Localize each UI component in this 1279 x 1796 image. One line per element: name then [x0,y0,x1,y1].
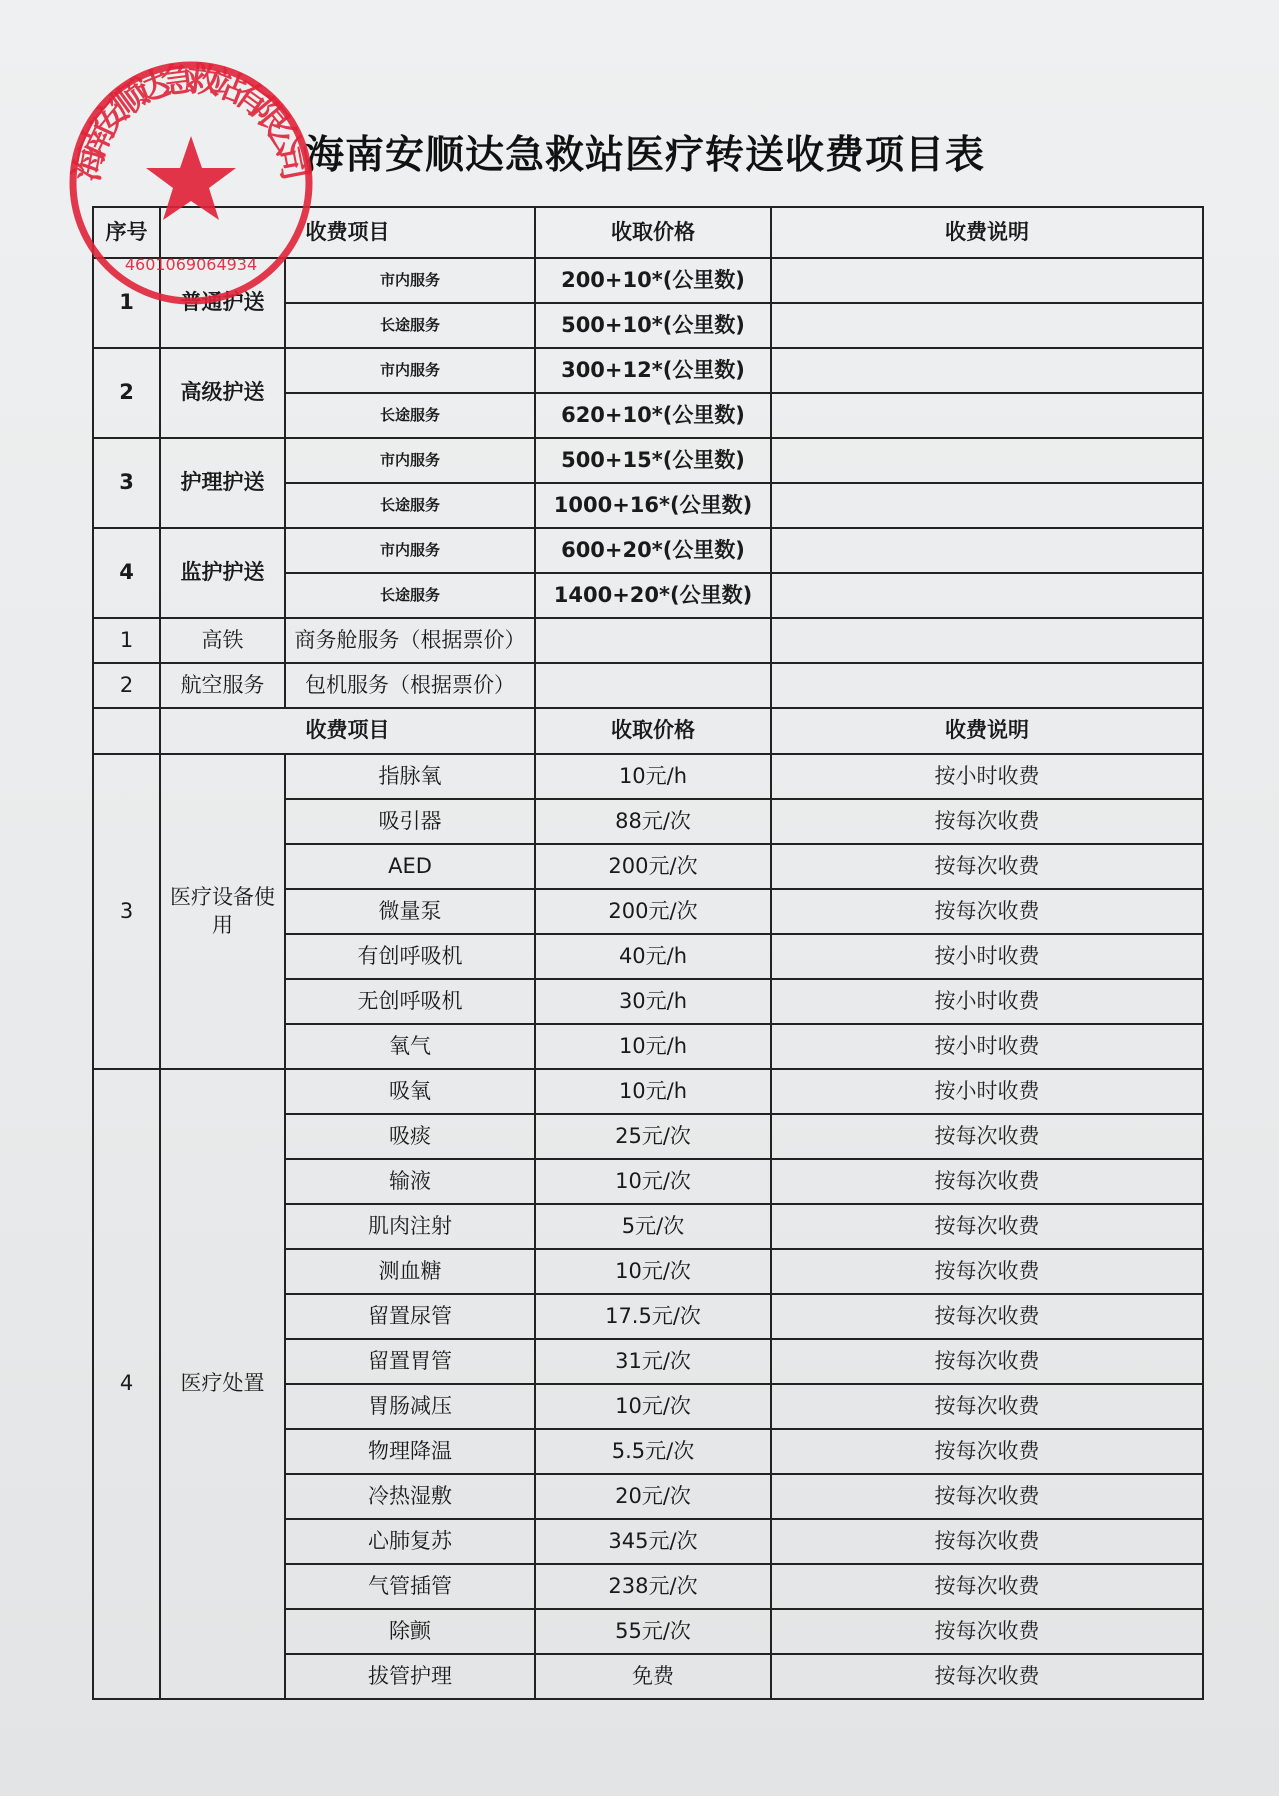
note-cell: 按每次收费 [771,1384,1203,1429]
header-note: 收费说明 [771,708,1203,754]
note-cell: 按小时收费 [771,1024,1203,1069]
transport-name: 普通护送 [160,258,285,348]
note-cell: 按每次收费 [771,1519,1203,1564]
price-cell: 620+10*(公里数) [535,393,771,438]
note-cell: 按每次收费 [771,1114,1203,1159]
item-cell: 物理降温 [285,1429,535,1474]
transport-row [93,438,1203,483]
item-cell: 气管插管 [285,1564,535,1609]
note-cell [771,348,1203,393]
item-cell: 拔管护理 [285,1654,535,1699]
row-no: 3 [93,754,160,1069]
header-note: 收费说明 [771,207,1203,258]
price-cell: 88元/次 [535,799,771,844]
price-cell: 200元/次 [535,889,771,934]
note-cell: 按每次收费 [771,1249,1203,1294]
note-cell: 按小时收费 [771,979,1203,1024]
service-type: 长途服务 [285,483,535,528]
item-cell: 心肺复苏 [285,1519,535,1564]
transport-name: 护理护送 [160,438,285,528]
item-cell: 吸痰 [285,1114,535,1159]
seal-company-text: 海南安顺达急救站有限公司 [66,58,315,185]
item-cell: 肌肉注射 [285,1204,535,1249]
item-cell: 氧气 [285,1024,535,1069]
other-item: 商务舱服务（根据票价） [285,618,535,663]
price-cell: 30元/h [535,979,771,1024]
header-empty [93,708,160,754]
note-cell [771,438,1203,483]
note-cell: 按每次收费 [771,1474,1203,1519]
header-row-2 [93,708,1203,754]
price-cell: 600+20*(公里数) [535,528,771,573]
note-cell: 按每次收费 [771,1654,1203,1699]
price-cell: 25元/次 [535,1114,771,1159]
seal-code: 4601069064934 [124,255,258,274]
transport-row [93,528,1203,573]
other-row [93,618,1203,663]
other-row [93,663,1203,708]
note-cell [771,528,1203,573]
note-cell: 按每次收费 [771,1609,1203,1654]
other-name: 航空服务 [160,663,285,708]
note-cell: 按小时收费 [771,934,1203,979]
item-cell: 测血糖 [285,1249,535,1294]
price-cell: 5元/次 [535,1204,771,1249]
other-name: 高铁 [160,618,285,663]
header-price: 收取价格 [535,708,771,754]
equipment-name: 医疗设备使用 [160,754,285,1069]
price-cell: 20元/次 [535,1474,771,1519]
note-cell: 按每次收费 [771,1564,1203,1609]
other-item: 包机服务（根据票价） [285,663,535,708]
price-cell: 17.5元/次 [535,1294,771,1339]
note-cell: 按每次收费 [771,799,1203,844]
note-cell [771,618,1203,663]
service-type: 市内服务 [285,528,535,573]
transport-row [93,348,1203,393]
item-cell: 冷热湿敷 [285,1474,535,1519]
service-type: 市内服务 [285,348,535,393]
note-cell [771,573,1203,618]
price-cell: 10元/h [535,1024,771,1069]
price-cell: 5.5元/次 [535,1429,771,1474]
note-cell: 按每次收费 [771,1159,1203,1204]
price-cell: 1000+16*(公里数) [535,483,771,528]
price-cell: 238元/次 [535,1564,771,1609]
equipment-row [93,754,1203,799]
row-no: 2 [93,348,160,438]
note-cell: 按每次收费 [771,844,1203,889]
page-title: 海南安顺达急救站医疗转送收费项目表 [305,133,986,178]
price-cell: 10元/次 [535,1249,771,1294]
item-cell: 有创呼吸机 [285,934,535,979]
item-cell: 无创呼吸机 [285,979,535,1024]
price-cell: 40元/h [535,934,771,979]
price-cell: 1400+20*(公里数) [535,573,771,618]
price-cell: 200+10*(公里数) [535,258,771,303]
note-cell: 按每次收费 [771,1429,1203,1474]
item-cell: 微量泵 [285,889,535,934]
star-icon [146,136,236,220]
item-cell: 吸氧 [285,1069,535,1114]
fee-table-body [93,207,1203,1699]
service-type: 长途服务 [285,303,535,348]
item-cell: 指脉氧 [285,754,535,799]
note-cell: 按每次收费 [771,1204,1203,1249]
item-cell: 留置尿管 [285,1294,535,1339]
price-cell: 10元/h [535,754,771,799]
item-cell: 输液 [285,1159,535,1204]
item-cell: 吸引器 [285,799,535,844]
service-type: 长途服务 [285,573,535,618]
price-cell: 345元/次 [535,1519,771,1564]
note-cell: 按小时收费 [771,754,1203,799]
header-item: 收费项目 [160,207,535,258]
note-cell [771,663,1203,708]
note-cell: 按每次收费 [771,889,1203,934]
service-type: 市内服务 [285,258,535,303]
header-price: 收取价格 [535,207,771,258]
treatment-row [93,1069,1203,1114]
row-no: 2 [93,663,160,708]
price-cell [535,618,771,663]
row-no: 4 [93,528,160,618]
note-cell [771,258,1203,303]
price-cell: 31元/次 [535,1339,771,1384]
row-no: 3 [93,438,160,528]
price-cell: 300+12*(公里数) [535,348,771,393]
price-cell: 10元/次 [535,1159,771,1204]
item-cell: 胃肠减压 [285,1384,535,1429]
header-no: 序号 [93,207,160,258]
price-cell: 500+10*(公里数) [535,303,771,348]
price-cell: 10元/次 [535,1384,771,1429]
transport-name: 监护护送 [160,528,285,618]
price-cell: 免费 [535,1654,771,1699]
company-seal [56,48,326,318]
note-cell [771,483,1203,528]
price-cell [535,663,771,708]
transport-name: 高级护送 [160,348,285,438]
fee-table [92,206,1204,1700]
item-cell: 除颤 [285,1609,535,1654]
item-cell: AED [285,844,535,889]
note-cell: 按每次收费 [771,1339,1203,1384]
row-no: 4 [93,1069,160,1699]
treatment-name: 医疗处置 [160,1069,285,1699]
price-cell: 500+15*(公里数) [535,438,771,483]
note-cell: 按小时收费 [771,1069,1203,1114]
price-cell: 10元/h [535,1069,771,1114]
price-cell: 200元/次 [535,844,771,889]
note-cell: 按每次收费 [771,1294,1203,1339]
price-cell: 55元/次 [535,1609,771,1654]
service-type: 市内服务 [285,438,535,483]
row-no: 1 [93,618,160,663]
header-item: 收费项目 [160,708,535,754]
row-no: 1 [93,258,160,348]
note-cell [771,303,1203,348]
item-cell: 留置胃管 [285,1339,535,1384]
note-cell [771,393,1203,438]
service-type: 长途服务 [285,393,535,438]
